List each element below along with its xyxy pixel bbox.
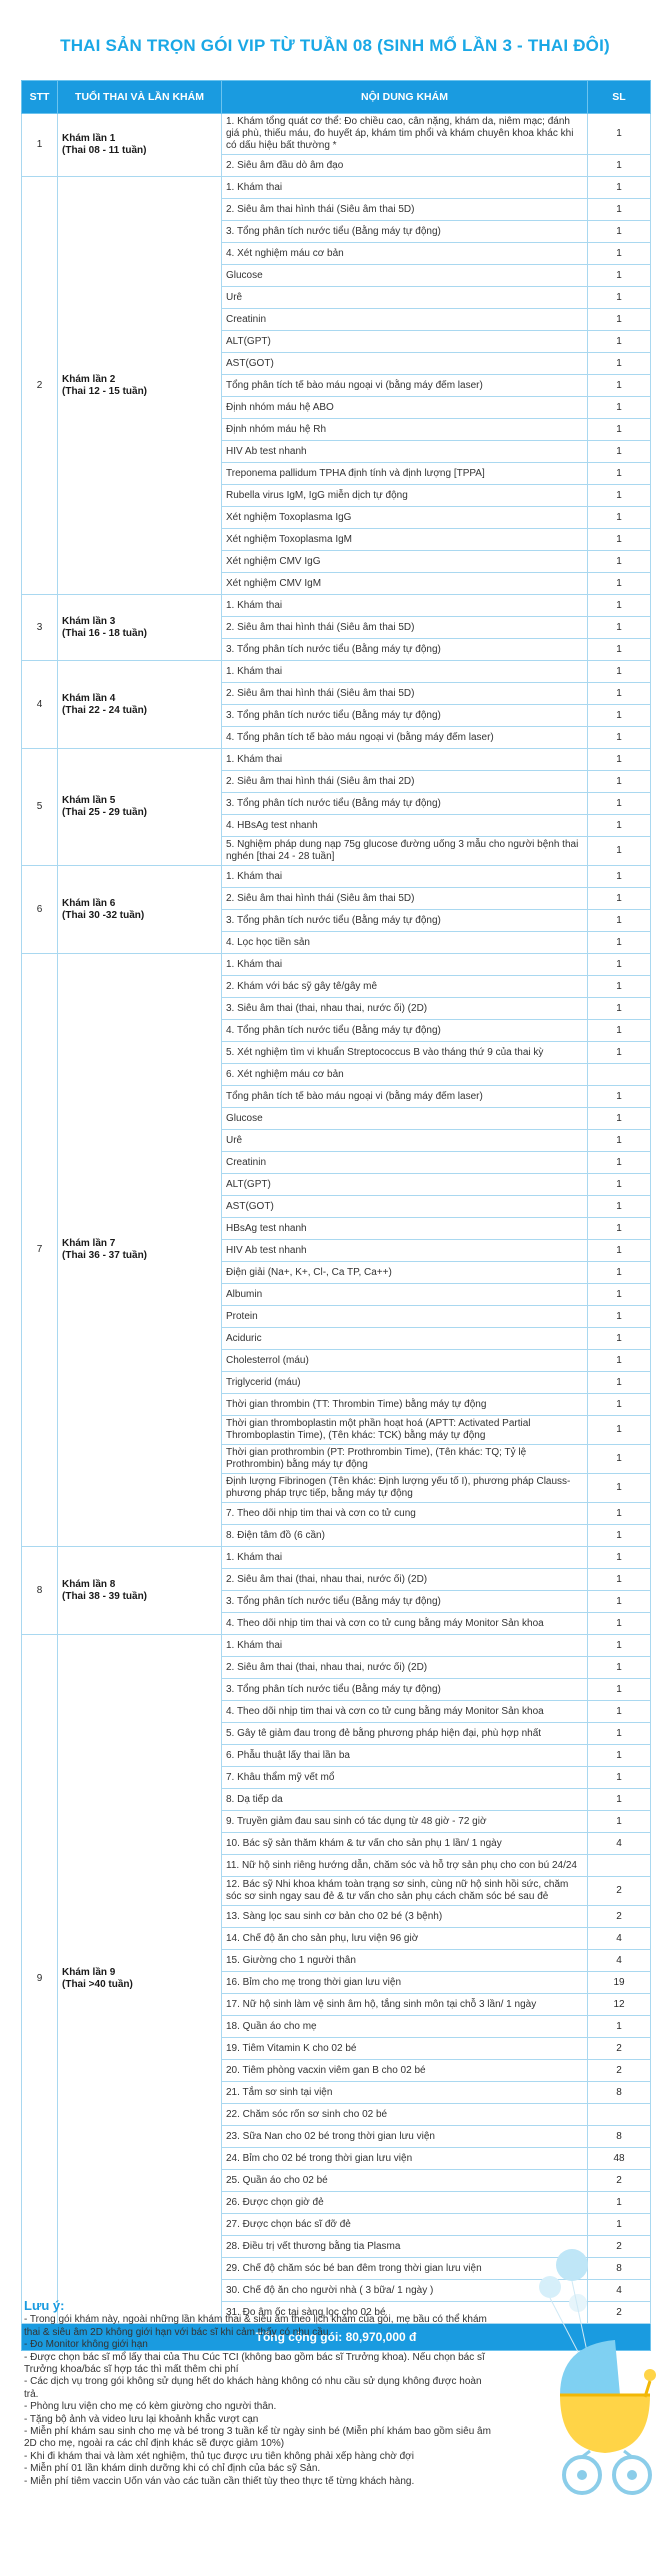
exam-qty: 48 — [588, 2148, 651, 2170]
exam-qty: 1 — [588, 837, 651, 866]
exam-item: 4. Tổng phân tích nước tiểu (Bằng máy tự động) — [222, 1020, 588, 1042]
package-table — [21, 80, 651, 2351]
exam-qty: 1 — [588, 309, 651, 331]
exam-qty: 1 — [588, 932, 651, 954]
exam-qty: 1 — [588, 441, 651, 463]
exam-qty: 1 — [588, 998, 651, 1020]
exam-item: 5. Xét nghiệm tìm vi khuẩn Streptococcus B vào tháng thứ 9 của thai kỳ — [222, 1042, 588, 1064]
exam-qty: 1 — [588, 2192, 651, 2214]
exam-item: Creatinin — [222, 309, 588, 331]
exam-item: Xét nghiệm CMV IgG — [222, 551, 588, 573]
exam-item: 8. Điện tâm đồ (6 cần) — [222, 1525, 588, 1547]
visit-label — [58, 954, 222, 1547]
notes-heading: Lưu ý: — [24, 2298, 65, 2313]
exam-item: Urê — [222, 287, 588, 309]
exam-qty: 1 — [588, 375, 651, 397]
exam-item: Urê — [222, 1130, 588, 1152]
exam-qty: 1 — [588, 551, 651, 573]
exam-item: 3. Tổng phân tích nước tiểu (Bằng máy tự động) — [222, 1679, 588, 1701]
exam-qty: 12 — [588, 1994, 651, 2016]
exam-qty: 1 — [588, 888, 651, 910]
exam-qty: 1 — [588, 1767, 651, 1789]
exam-item: 23. Sữa Nan cho 02 bé trong thời gian lưu viện — [222, 2126, 588, 2148]
exam-qty: 1 — [588, 287, 651, 309]
visit-number: 1 — [22, 114, 58, 177]
exam-qty: 1 — [588, 2016, 651, 2038]
visit-weeks: (Thai 36 - 37 tuần) — [62, 1250, 148, 1261]
exam-item: HBsAg test nhanh — [222, 1218, 588, 1240]
visit-name: Khám lần 7 — [62, 1238, 116, 1249]
exam-qty: 4 — [588, 1928, 651, 1950]
visit-label — [58, 1547, 222, 1635]
exam-qty: 1 — [588, 976, 651, 998]
exam-item: 2. Khám với bác sỹ gây tê/gây mê — [222, 976, 588, 998]
exam-item: 3. Tổng phân tích nước tiểu (Bằng máy tự động) — [222, 1591, 588, 1613]
visit-weeks: (Thai 22 - 24 tuần) — [62, 704, 148, 716]
exam-item: 5. Gây tê giảm đau trong đẻ bằng phương pháp hiện đại, phù hợp nhất — [222, 1723, 588, 1745]
exam-qty: 1 — [588, 1262, 651, 1284]
exam-item: 30. Chế độ ăn cho người nhà ( 3 bữa/ 1 ngày ) — [222, 2280, 588, 2302]
table-row — [22, 177, 651, 199]
exam-qty: 1 — [588, 419, 651, 441]
header-content: NỘI DUNG KHÁM — [222, 81, 588, 114]
exam-qty: 1 — [588, 1174, 651, 1196]
exam-qty: 1 — [588, 1372, 651, 1394]
visit-name: Khám lần 6 — [62, 897, 116, 909]
note-line: - Được chọn bác sĩ mổ lấy thai của Thu Cúc TCI (không bao gồm bác sĩ Trưởng khoa). Nếu chọn bác sĩ Trưởng khoa/bác sĩ hợp tác thì mất thêm chi phí — [24, 2351, 485, 2376]
exam-item: ALT(GPT) — [222, 331, 588, 353]
exam-item: Xét nghiệm Toxoplasma IgM — [222, 529, 588, 551]
exam-qty: 19 — [588, 1972, 651, 1994]
exam-qty: 1 — [588, 199, 651, 221]
exam-qty: 1 — [588, 705, 651, 727]
note-line: - Trong gói khám này, ngoài những lần khám thai & siêu âm theo lịch khám của gói, mẹ bầu có thể khám thai & siêu âm 2D không giới hạn với bác sĩ khi cảm thấy có nhu cầu. — [24, 2314, 487, 2338]
exam-item: 3. Tổng phân tích nước tiểu (Bằng máy tự động) — [222, 639, 588, 661]
exam-qty: 1 — [588, 1503, 651, 1525]
exam-item: 1. Khám tổng quát cơ thể: Đo chiều cao, cân nặng, khám da, niêm mạc; đánh giá phù, thiếu máu, đo huyết áp, khám tim phổi và khám chuyên khoa khác khi có dấu hiệu bất thường * — [222, 114, 588, 155]
exam-qty: 1 — [588, 463, 651, 485]
exam-qty: 8 — [588, 2258, 651, 2280]
exam-qty: 1 — [588, 1042, 651, 1064]
exam-item: Xét nghiệm CMV IgM — [222, 573, 588, 595]
exam-qty: 1 — [588, 639, 651, 661]
exam-qty: 1 — [588, 1218, 651, 1240]
exam-item: 5. Nghiệm pháp dung nạp 75g glucose đường uống 3 mẫu cho người bệnh thai nghén [thai 24 - 28 tuần] — [222, 837, 588, 866]
page-title: THAI SẢN TRỌN GÓI VIP TỪ TUẦN 08 (SINH MỔ LẦN 3 - THAI ĐÔI) — [60, 36, 610, 55]
exam-item: 6. Xét nghiệm máu cơ bản — [222, 1064, 588, 1086]
exam-qty: 1 — [588, 1474, 651, 1503]
exam-item: AST(GOT) — [222, 353, 588, 375]
exam-qty: 1 — [588, 1679, 651, 1701]
exam-qty: 1 — [588, 221, 651, 243]
exam-item: 11. Nữ hộ sinh riêng hướng dẫn, chăm sóc và hỗ trợ sản phụ cho con bú 24/24 — [222, 1855, 588, 1877]
exam-item: 4. Tổng phân tích tế bào máu ngoại vi (bằng máy đếm laser) — [222, 727, 588, 749]
exam-item: Triglycerid (máu) — [222, 1372, 588, 1394]
exam-qty: 1 — [588, 815, 651, 837]
exam-item: 7. Khâu thẩm mỹ vết mổ — [222, 1767, 588, 1789]
notes-list — [24, 2314, 494, 2488]
exam-item: 14. Chế độ ăn cho sản phụ, lưu viện 96 giờ — [222, 1928, 588, 1950]
exam-qty: 2 — [588, 2060, 651, 2082]
exam-item: 8. Dạ tiếp da — [222, 1789, 588, 1811]
visit-weeks: (Thai 25 - 29 tuần) — [62, 807, 148, 818]
exam-item: 6. Phẫu thuật lấy thai lần ba — [222, 1745, 588, 1767]
total-price: Tổng cộng gói: 80,970,000 đ — [22, 2324, 651, 2351]
exam-item: 28. Điều trị vết thương bằng tia Plasma — [222, 2236, 588, 2258]
exam-item: Định nhóm máu hệ Rh — [222, 419, 588, 441]
exam-item: 1. Khám thai — [222, 661, 588, 683]
exam-item: Thời gian thromboplastin một phần hoạt hoá (APTT: Activated Partial Thromboplastin Time), (Tên khác: TCK) bằng máy tự động — [222, 1416, 588, 1445]
exam-qty: 1 — [588, 910, 651, 932]
exam-item: 1. Khám thai — [222, 954, 588, 976]
exam-item: Albumin — [222, 1284, 588, 1306]
exam-qty: 1 — [588, 661, 651, 683]
exam-qty: 8 — [588, 2082, 651, 2104]
visit-weeks: (Thai 12 - 15 tuần) — [62, 385, 148, 397]
note-line: - Miễn phí tiêm vaccin Uốn ván vào các tuần cần thiết tùy theo thực tế từng khách hàng. — [24, 2475, 415, 2487]
note-line: - Phòng lưu viện cho mẹ có kèm giường cho người thân. — [24, 2401, 277, 2413]
exam-qty — [588, 1064, 651, 1086]
visit-label — [58, 661, 222, 749]
exam-item: 1. Khám thai — [222, 749, 588, 771]
header-stt: STT — [22, 81, 58, 114]
exam-item: 24. Bỉm cho 02 bé trong thời gian lưu viện — [222, 2148, 588, 2170]
exam-qty: 1 — [588, 793, 651, 815]
exam-qty: 1 — [588, 1086, 651, 1108]
exam-qty: 8 — [588, 2126, 651, 2148]
table-row — [22, 749, 651, 771]
visit-number: 3 — [22, 595, 58, 661]
visit-name: Khám lần 4 — [62, 692, 116, 704]
exam-qty: 1 — [588, 1328, 651, 1350]
exam-qty: 1 — [588, 1130, 651, 1152]
exam-qty: 1 — [588, 155, 651, 177]
visit-name: Khám lần 5 — [62, 795, 116, 806]
visit-number: 6 — [22, 866, 58, 954]
exam-qty: 1 — [588, 617, 651, 639]
exam-item: 2. Siêu âm thai hình thái (Siêu âm thai 5D) — [222, 617, 588, 639]
exam-qty: 2 — [588, 2236, 651, 2258]
exam-item: 2. Siêu âm thai hình thái (Siêu âm thai 2D) — [222, 771, 588, 793]
visit-number: 2 — [22, 177, 58, 595]
exam-item: 4. Theo dõi nhịp tim thai và cơn co tử cung bằng máy Monitor Sản khoa — [222, 1701, 588, 1723]
note-line: - Miễn phí 01 lần khám dinh dưỡng khi có chỉ định của bác sỹ Sản. — [24, 2463, 321, 2475]
exam-qty: 1 — [588, 2214, 651, 2236]
exam-qty: 1 — [588, 177, 651, 199]
exam-qty: 1 — [588, 1789, 651, 1811]
exam-item: Thời gian prothrombin (PT: Prothrombin Time), (Tên khác: TQ; Tỷ lệ Prothrombin) bằng máy tự động — [222, 1445, 588, 1474]
exam-qty: 1 — [588, 243, 651, 265]
exam-item: 3. Tổng phân tích nước tiểu (Bằng máy tự động) — [222, 221, 588, 243]
exam-qty: 1 — [588, 1108, 651, 1130]
exam-item: 1. Khám thai — [222, 177, 588, 199]
exam-item: 27. Được chọn bác sĩ đỡ đẻ — [222, 2214, 588, 2236]
exam-qty: 1 — [588, 1569, 651, 1591]
baby-carriage-decoration — [520, 2225, 670, 2560]
visit-name: Khám lần 9 — [62, 1967, 116, 1978]
exam-qty: 1 — [588, 954, 651, 976]
exam-item: 1. Khám thai — [222, 866, 588, 888]
exam-item: 2. Siêu âm thai hình thái (Siêu âm thai 5D) — [222, 683, 588, 705]
exam-qty: 1 — [588, 114, 651, 155]
exam-qty: 1 — [588, 1445, 651, 1474]
exam-qty: 1 — [588, 1196, 651, 1218]
exam-item: 21. Tắm sơ sinh tại viện — [222, 2082, 588, 2104]
visit-number: 8 — [22, 1547, 58, 1635]
exam-item: Aciduric — [222, 1328, 588, 1350]
exam-qty: 2 — [588, 2038, 651, 2060]
exam-qty: 1 — [588, 1350, 651, 1372]
exam-qty: 1 — [588, 529, 651, 551]
exam-item: Thời gian thrombin (TT: Thrombin Time) bằng máy tự động — [222, 1394, 588, 1416]
exam-qty: 1 — [588, 1723, 651, 1745]
note-line: - Miễn phí khám sau sinh cho mẹ và bé trong 3 tuần kể từ ngày sinh bé (Miễn phí khám bao gồm siêu âm 2D cho mẹ, ngoài ra các chỉ định khác sẽ được giảm 10%) — [24, 2426, 491, 2450]
exam-item: 29. Chế độ chăm sóc bé ban đêm trong thời gian lưu viện — [222, 2258, 588, 2280]
exam-qty: 1 — [588, 1240, 651, 1262]
exam-qty: 1 — [588, 331, 651, 353]
exam-item: 4. Xét nghiệm máu cơ bản — [222, 243, 588, 265]
exam-qty: 1 — [588, 1635, 651, 1657]
visit-name: Khám lần 3 — [62, 615, 116, 627]
exam-qty: 2 — [588, 2170, 651, 2192]
table-row — [22, 114, 651, 155]
visit-label — [58, 749, 222, 866]
header-qty: SL — [588, 81, 651, 114]
exam-item: 16. Bỉm cho mẹ trong thời gian lưu viện — [222, 1972, 588, 1994]
exam-item: 1. Khám thai — [222, 1547, 588, 1569]
exam-qty: 1 — [588, 1394, 651, 1416]
exam-item: 9. Truyền giảm đau sau sinh có tác dụng từ 48 giờ - 72 giờ — [222, 1811, 588, 1833]
header-visit: TUỔI THAI VÀ LẦN KHÁM — [58, 81, 222, 114]
visit-label — [58, 866, 222, 954]
exam-qty: 1 — [588, 1525, 651, 1547]
exam-qty: 4 — [588, 1950, 651, 1972]
visit-label — [58, 1635, 222, 2324]
exam-item: Định lượng Fibrinogen (Tên khác: Định lượng yếu tố I), phương pháp Clauss- phương pháp trực tiếp, bằng máy tự động — [222, 1474, 588, 1503]
exam-item: 12. Bác sỹ Nhi khoa khám toàn trạng sơ sinh, cùng nữ hộ sinh hồi sức, chăm sóc sơ sinh ngay sau đẻ & tư vấn cho sản phụ cách chăm sóc bé sau đẻ — [222, 1877, 588, 1906]
table-row — [22, 866, 651, 888]
exam-item: 2. Siêu âm đầu dò âm đạo — [222, 155, 588, 177]
exam-item: Cholesterrol (máu) — [222, 1350, 588, 1372]
exam-item: Tổng phân tích tế bào máu ngoại vi (bằng máy đếm laser) — [222, 1086, 588, 1108]
exam-item: Protein — [222, 1306, 588, 1328]
exam-qty: 1 — [588, 771, 651, 793]
exam-item: 3. Siêu âm thai (thai, nhau thai, nước ối) (2D) — [222, 998, 588, 1020]
visit-weeks: (Thai 08 - 11 tuần) — [62, 145, 147, 156]
exam-qty — [588, 1855, 651, 1877]
exam-item: Glucose — [222, 1108, 588, 1130]
exam-qty: 1 — [588, 573, 651, 595]
exam-item: 10. Bác sỹ sản thăm khám & tư vấn cho sản phụ 1 lần/ 1 ngày — [222, 1833, 588, 1855]
exam-qty: 1 — [588, 683, 651, 705]
visit-number: 4 — [22, 661, 58, 749]
exam-qty: 1 — [588, 265, 651, 287]
exam-item: 4. HBsAg test nhanh — [222, 815, 588, 837]
exam-qty: 1 — [588, 507, 651, 529]
exam-qty: 1 — [588, 1416, 651, 1445]
exam-qty: 1 — [588, 1020, 651, 1042]
exam-item: 17. Nữ hộ sinh làm vệ sinh âm hộ, tắng sinh môn tại chỗ 3 lần/ 1 ngày — [222, 1994, 588, 2016]
visit-name: Khám lần 1 — [62, 133, 116, 144]
visit-name: Khám lần 2 — [62, 373, 116, 385]
note-line: - Đo Monitor không giới hạn — [24, 2339, 148, 2351]
exam-qty: 1 — [588, 1547, 651, 1569]
visit-weeks: (Thai 30 -32 tuần) — [62, 909, 145, 921]
table-row — [22, 661, 651, 683]
exam-item: AST(GOT) — [222, 1196, 588, 1218]
visit-name: Khám lần 8 — [62, 1578, 116, 1590]
exam-item: 13. Sàng lọc sau sinh cơ bản cho 02 bé (3 bệnh) — [222, 1906, 588, 1928]
exam-qty: 1 — [588, 1152, 651, 1174]
exam-item: 22. Chăm sóc rốn sơ sinh cho 02 bé — [222, 2104, 588, 2126]
exam-qty: 1 — [588, 1657, 651, 1679]
exam-item: Điện giải (Na+, K+, Cl-, Ca TP, Ca++) — [222, 1262, 588, 1284]
note-line: - Tặng bộ ảnh và video lưu lại khoảnh khắc vượt cạn — [24, 2413, 259, 2425]
table-row — [22, 1547, 651, 1569]
exam-item: Treponema pallidum TPHA định tính và định lượng [TPPA] — [222, 463, 588, 485]
exam-item: 2. Siêu âm thai hình thái (Siêu âm thai 5D) — [222, 888, 588, 910]
exam-qty: 1 — [588, 595, 651, 617]
exam-qty: 2 — [588, 1906, 651, 1928]
exam-item: 25. Quần áo cho 02 bé — [222, 2170, 588, 2192]
exam-qty — [588, 2104, 651, 2126]
exam-item: Glucose — [222, 265, 588, 287]
exam-item: 31. Đo âm ốc tai sàng lọc cho 02 bé — [222, 2302, 588, 2324]
visit-label — [58, 177, 222, 595]
exam-qty: 1 — [588, 485, 651, 507]
exam-item: 3. Tổng phân tích nước tiểu (Bằng máy tự động) — [222, 705, 588, 727]
exam-item: 1. Khám thai — [222, 1635, 588, 1657]
exam-item: HIV Ab test nhanh — [222, 1240, 588, 1262]
exam-item: 3. Tổng phân tích nước tiểu (Bằng máy tự động) — [222, 910, 588, 932]
visit-number: 5 — [22, 749, 58, 866]
exam-item: 2. Siêu âm thai (thai, nhau thai, nước ối) (2D) — [222, 1569, 588, 1591]
exam-item: 2. Siêu âm thai (thai, nhau thai, nước ối) (2D) — [222, 1657, 588, 1679]
exam-item: 1. Khám thai — [222, 595, 588, 617]
table-body — [22, 114, 651, 2324]
exam-item: Creatinin — [222, 1152, 588, 1174]
note-line: - Khi đi khám thai và làm xét nghiệm, thủ tục được ưu tiên không phải xếp hàng chờ đợi — [24, 2450, 414, 2462]
exam-item: 3. Tổng phân tích nước tiểu (Bằng máy tự động) — [222, 793, 588, 815]
exam-qty: 1 — [588, 1591, 651, 1613]
visit-number: 9 — [22, 1635, 58, 2324]
exam-item: ALT(GPT) — [222, 1174, 588, 1196]
exam-qty: 2 — [588, 1877, 651, 1906]
exam-item: 18. Quần áo cho mẹ — [222, 2016, 588, 2038]
exam-item: Định nhóm máu hệ ABO — [222, 397, 588, 419]
table-row — [22, 954, 651, 976]
exam-item: Xét nghiệm Toxoplasma IgG — [222, 507, 588, 529]
exam-item: Tổng phân tích tế bào máu ngoại vi (bằng máy đếm laser) — [222, 375, 588, 397]
table-row — [22, 1635, 651, 1657]
exam-qty: 1 — [588, 1745, 651, 1767]
visit-label — [58, 595, 222, 661]
exam-item: 7. Theo dõi nhịp tim thai và cơn co tử cung — [222, 1503, 588, 1525]
exam-item: 20. Tiêm phòng vacxin viêm gan B cho 02 bé — [222, 2060, 588, 2082]
exam-qty: 4 — [588, 1833, 651, 1855]
visit-weeks: (Thai 16 - 18 tuần) — [62, 627, 148, 639]
exam-qty: 1 — [588, 1811, 651, 1833]
visit-weeks: (Thai 38 - 39 tuần) — [62, 1590, 148, 1602]
notes-section — [24, 2300, 494, 2488]
exam-item: 15. Giường cho 1 người thân — [222, 1950, 588, 1972]
exam-qty: 1 — [588, 1613, 651, 1635]
exam-qty: 1 — [588, 866, 651, 888]
exam-item: Rubella virus IgM, IgG miễn dịch tự động — [222, 485, 588, 507]
exam-qty: 1 — [588, 749, 651, 771]
exam-item: 2. Siêu âm thai hình thái (Siêu âm thai 5D) — [222, 199, 588, 221]
exam-qty: 4 — [588, 2280, 651, 2302]
exam-item: HIV Ab test nhanh — [222, 441, 588, 463]
exam-qty: 1 — [588, 1701, 651, 1723]
exam-qty: 1 — [588, 727, 651, 749]
exam-item: 4. Lọc học tiền sản — [222, 932, 588, 954]
exam-item: 4. Theo dõi nhịp tim thai và cơn co tử cung bằng máy Monitor Sản khoa — [222, 1613, 588, 1635]
exam-qty: 2 — [588, 2302, 651, 2324]
table-row — [22, 595, 651, 617]
visit-number: 7 — [22, 954, 58, 1547]
note-line: - Các dịch vụ trong gói không sử dụng hết do khách hàng không có nhu cầu sử dụng không được hoàn trả. — [24, 2376, 482, 2400]
exam-item: 26. Được chọn giờ đẻ — [222, 2192, 588, 2214]
table-header-row — [22, 81, 651, 114]
visit-label — [58, 114, 222, 177]
exam-qty: 1 — [588, 353, 651, 375]
exam-item: 19. Tiêm Vitamin K cho 02 bé — [222, 2038, 588, 2060]
exam-qty: 1 — [588, 1306, 651, 1328]
exam-qty: 1 — [588, 397, 651, 419]
visit-weeks: (Thai >40 tuần) — [62, 1979, 133, 1990]
exam-qty: 1 — [588, 1284, 651, 1306]
